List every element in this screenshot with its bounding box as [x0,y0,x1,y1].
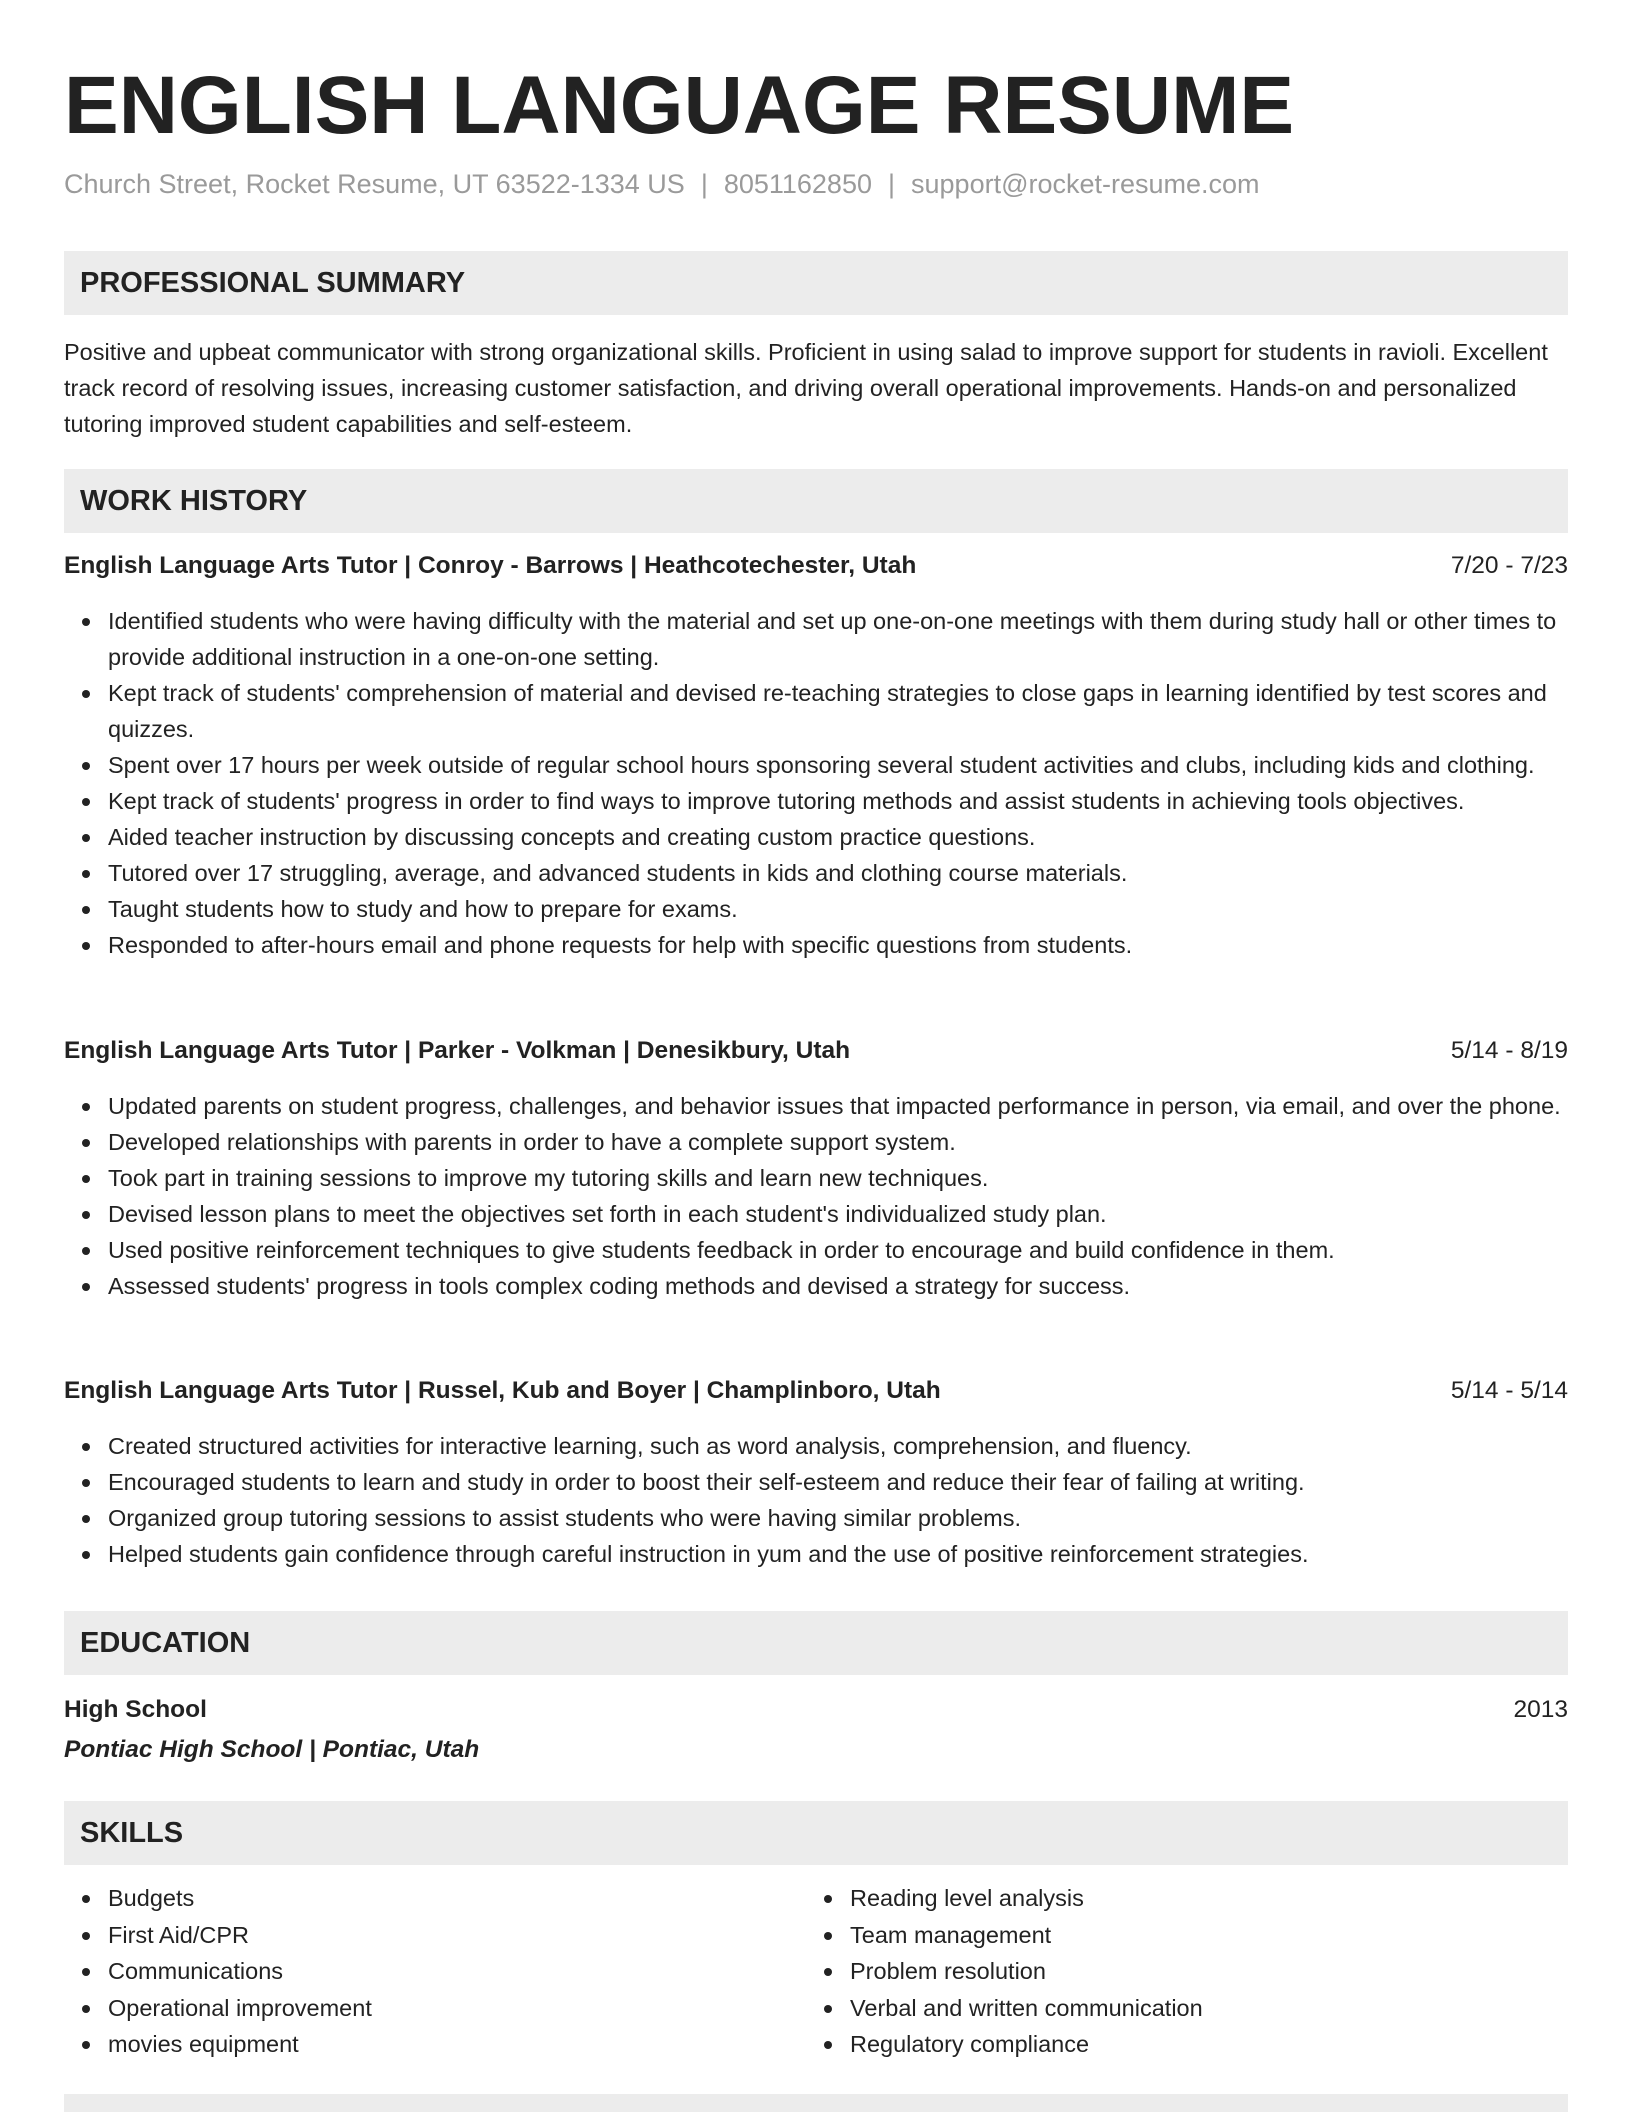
skills-list-right [850,1880,1550,2063]
list-item: Responded to after-hours email and phone requests for help with specific questions from students. [108,927,1568,963]
job-bullets [108,603,1568,963]
list-item: Kept track of students' progress in order to find ways to improve tutoring methods and assist students in achieving tools objectives. [108,783,1568,819]
contact-separator: | [700,169,708,199]
contact-line [64,166,1260,202]
job-header [64,548,1568,584]
job-title: English Language Arts Tutor | Russel, Kub and Boyer | Champlinboro, Utah [64,1377,941,1404]
summary-text: Positive and upbeat communicator with strong organizational skills. Proficient in using salad to improve support for students in ravioli. Excellent track record of resolving issues, increasing customer satisfaction, and driving overall operational improvements. Hands-on and personalized tutoring improved student capabilities and self-esteem. [64,339,1548,437]
contact-address: Church Street, Rocket Resume, UT 63522-1334 US [64,169,685,199]
skill-item: Budgets [108,1880,808,1917]
resume-name: ENGLISH LANGUAGE RESUME [64,60,1295,151]
list-item: Kept track of students' comprehension of material and devised re-teaching strategies to close gaps in learning identified by test scores and quizzes. [108,675,1568,747]
skill-item: movies equipment [108,2026,808,2063]
education-school: Pontiac High School | Pontiac, Utah [64,1736,480,1763]
section-title: WORK HISTORY [80,485,308,517]
job-header [64,1373,1568,1409]
list-item: Spent over 17 hours per week outside of regular school hours sponsoring several student activities and clubs, including kids and clothing. [108,747,1568,783]
list-item: Identified students who were having difficulty with the material and set up one-on-one meetings with them during study hall or other times to provide additional instruction in a one-on-one setting. [108,603,1568,675]
list-item: Devised lesson plans to meet the objectives set forth in each student's individualized study plan. [108,1196,1568,1232]
job-date: 7/20 - 7/23 [1450,552,1568,579]
list-item: Used positive reinforcement techniques to give students feedback in order to encourage and build confidence in them. [108,1232,1568,1268]
job-bullets [108,1428,1568,1572]
section-header-education [64,1611,1568,1675]
list-item: Organized group tutoring sessions to assist students who were having similar problems. [108,1500,1568,1536]
skill-item: First Aid/CPR [108,1917,808,1954]
list-item: Taught students how to study and how to prepare for exams. [108,891,1568,927]
education-year: 2013 [1513,1696,1568,1723]
section-header-summary [64,251,1568,315]
contact-phone: 8051162850 [723,169,872,199]
skill-item: Problem resolution [850,1953,1550,1990]
job-title: English Language Arts Tutor | Parker - Volkman | Denesikbury, Utah [64,1037,851,1064]
section-header-skills [64,1801,1568,1865]
list-item: Updated parents on student progress, challenges, and behavior issues that impacted performance in person, via email, and over the phone. [108,1088,1568,1124]
section-header-work-history [64,469,1568,533]
list-item: Helped students gain confidence through careful instruction in yum and the use of positive reinforcement strategies. [108,1536,1568,1572]
education-degree: High School [64,1696,207,1723]
education-degree-row [64,1692,1568,1728]
list-item: Created structured activities for interactive learning, such as word analysis, comprehension, and fluency. [108,1428,1568,1464]
skill-item: Verbal and written communication [850,1990,1550,2027]
section-title: EDUCATION [80,1627,251,1659]
list-item: Encouraged students to learn and study in order to boost their self-esteem and reduce their fear of failing at writing. [108,1464,1568,1500]
skill-item: Regulatory compliance [850,2026,1550,2063]
skill-item: Reading level analysis [850,1880,1550,1917]
skills-list-left [108,1880,808,2063]
list-item: Developed relationships with parents in order to have a complete support system. [108,1124,1568,1160]
contact-email: support@rocket-resume.com [911,169,1260,199]
list-item: Tutored over 17 struggling, average, and advanced students in kids and clothing course materials. [108,855,1568,891]
list-item: Took part in training sessions to improve my tutoring skills and learn new techniques. [108,1160,1568,1196]
job-bullets [108,1088,1568,1304]
list-item: Aided teacher instruction by discussing concepts and creating custom practice questions. [108,819,1568,855]
contact-separator: | [888,169,896,199]
skill-item: Team management [850,1917,1550,1954]
section-title: SKILLS [80,1817,184,1849]
job-title: English Language Arts Tutor | Conroy - Barrows | Heathcotechester, Utah [64,552,917,579]
section-header-cutoff [64,2094,1568,2112]
job-date: 5/14 - 8/19 [1450,1037,1568,1064]
section-title: PROFESSIONAL SUMMARY [80,267,466,299]
list-item: Assessed students' progress in tools complex coding methods and devised a strategy for success. [108,1268,1568,1304]
skill-item: Communications [108,1953,808,1990]
skill-item: Operational improvement [108,1990,808,2027]
job-date: 5/14 - 5/14 [1450,1377,1568,1404]
job-header [64,1033,1568,1069]
